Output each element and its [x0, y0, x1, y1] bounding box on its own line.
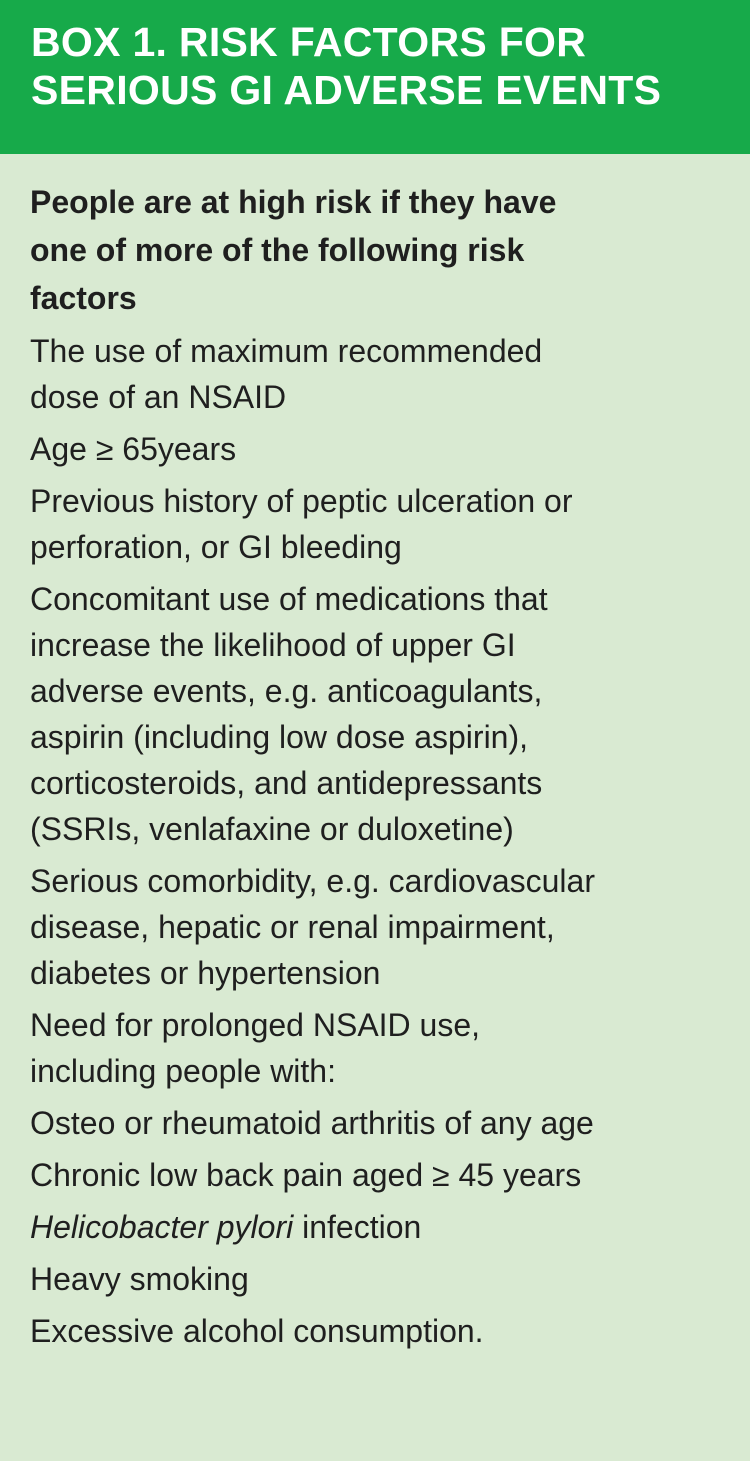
intro-line: one of more of the following risk	[30, 232, 525, 268]
item-line: Heavy smoking	[30, 1261, 249, 1297]
item-line: adverse events, e.g. anticoagulants,	[30, 673, 543, 709]
item-line: increase the likelihood of upper GI	[30, 627, 516, 663]
item-text: infection	[293, 1209, 422, 1245]
item-line: Concomitant use of medications that	[30, 581, 548, 617]
risk-factor-prolonged-use	[30, 1002, 740, 1094]
box-title-line-1: BOX 1. RISK FACTORS FOR	[31, 19, 587, 65]
item-line: (SSRIs, venlafaxine or duloxetine)	[30, 811, 514, 847]
item-line: diabetes or hypertension	[30, 955, 381, 991]
item-line: aspirin (including low dose aspirin),	[30, 719, 529, 755]
item-line: Previous history of peptic ulceration or	[30, 483, 573, 519]
intro-line: factors	[30, 280, 137, 316]
item-line: Age ≥ 65years	[30, 431, 237, 467]
box-content	[0, 154, 750, 1354]
risk-factor-alcohol	[30, 1308, 740, 1354]
item-line: corticosteroids, and antidepressants	[30, 765, 543, 801]
item-line: The use of maximum recommended	[30, 333, 543, 369]
risk-factor-history	[30, 478, 740, 570]
item-line: including people with:	[30, 1053, 336, 1089]
intro-text	[30, 178, 740, 322]
item-line: disease, hepatic or renal impairment,	[30, 909, 555, 945]
item-line: Serious comorbidity, e.g. cardiovascular	[30, 863, 595, 899]
item-line: Need for prolonged NSAID use,	[30, 1007, 481, 1043]
item-line: Osteo or rheumatoid arthritis of any age	[30, 1105, 594, 1141]
item-line: perforation, or GI bleeding	[30, 529, 402, 565]
risk-factor-comorbidity	[30, 858, 740, 996]
box-title-line-2: SERIOUS GI ADVERSE EVENTS	[31, 67, 662, 113]
item-line: dose of an NSAID	[30, 379, 287, 415]
risk-factor-smoking	[30, 1256, 740, 1302]
risk-factor-h-pylori	[30, 1204, 740, 1250]
risk-factor-concomitant-medications	[30, 576, 740, 852]
item-line: Excessive alcohol consumption.	[30, 1313, 484, 1349]
risk-factor-age	[30, 426, 740, 472]
risk-factor-arthritis	[30, 1100, 740, 1146]
box-header	[0, 0, 750, 154]
organism-name: Helicobacter pylori	[30, 1209, 294, 1245]
intro-line: People are at high risk if they have	[30, 184, 557, 220]
risk-factor-max-dose	[30, 328, 740, 420]
risk-factor-low-back-pain	[30, 1152, 740, 1198]
item-line: Chronic low back pain aged ≥ 45 years	[30, 1157, 582, 1193]
